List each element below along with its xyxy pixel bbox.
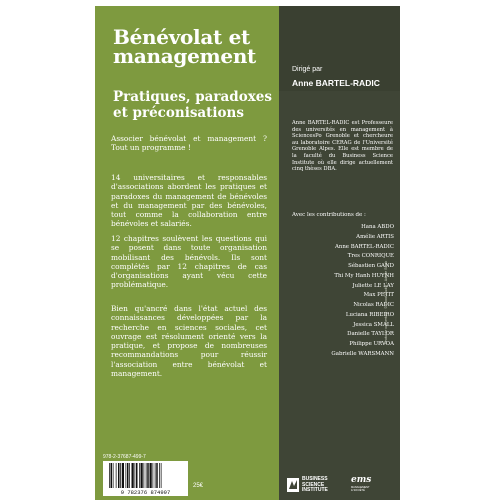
- barcode-bar: [155, 463, 156, 488]
- barcode-bar: [129, 463, 130, 488]
- barcode-bar: [127, 463, 129, 488]
- bsi-logo-text: [302, 477, 328, 494]
- barcode-bar: [132, 463, 134, 488]
- barcode-digits: 9 782376 874997: [120, 489, 171, 496]
- contributor: Tres CONRIQUE: [347, 253, 394, 260]
- barcode-bar: [153, 463, 154, 488]
- contributors-intro: Avec les contributions de :: [292, 212, 366, 218]
- editor-bio: Anne BARTEL-RADIC est Professeure des universités en management à SciencesPo Grenoble et chercheure au laboratoire CERAG de l'Université Grenoble Alpes. Elle est membre de la faculté du Business Science Institute où elle dirige actuellement cinq thèses DBA.: [292, 120, 393, 173]
- contributor: Jessica SMALL: [353, 321, 394, 328]
- summary-panel: [95, 6, 279, 500]
- barcode-bar: [109, 463, 110, 488]
- summary-paragraph-3: 12 chapitres soulèvent les questions qui se posent dans toute organisation mobilisant des bénévols. Ils sont complétés par 12 chapitres de cas d'organisations ayant vécu cette problématique.: [111, 234, 267, 290]
- barcode-bar: [139, 463, 140, 488]
- author-panel: [279, 6, 400, 500]
- barcode-bar: [159, 463, 160, 488]
- summary-paragraph-2: 14 universitaires et responsables d'associations abordent les pratiques et paradoxes du management de bénévoles et du management par des bénévoles, tout comme la collaboration entre bénévoles et salariés.: [111, 173, 267, 229]
- bsi-line-2: SCIENCE: [302, 481, 325, 488]
- bsi-line-1: BUSINESS: [302, 476, 328, 482]
- barcode-bar: [146, 463, 147, 488]
- price: 25€: [193, 483, 204, 489]
- barcode-bar: [144, 463, 145, 488]
- ems-sub-line-2: & SOCIÉTÉ: [351, 489, 365, 492]
- contributor: Luciana RIBEIRO: [345, 311, 394, 318]
- summary-paragraph-4: Bien qu'ancré dans l'état actuel des connaissances développées par la recherche en sciences sociales, cet ouvrage est résolument orienté vers la pratique, et propose de nombreuses recommandations pour réussir l'association entre bénévolat et management.: [111, 304, 267, 379]
- barcode-bar: [120, 463, 121, 488]
- contributor: Anne BARTEL-RADIC: [334, 243, 394, 250]
- barcode-bar: [113, 463, 114, 488]
- barcode-bar: [150, 463, 152, 488]
- editor-name: Anne BARTEL-RADIC: [292, 78, 380, 88]
- contributor: Amélie ARTIS: [356, 233, 394, 240]
- ems-sub-line-1: MANAGEMENT: [351, 486, 370, 489]
- contributor: Hana ABDO: [361, 224, 394, 230]
- barcode-bar: [135, 463, 136, 488]
- contributor: Philippe URVOA: [349, 341, 394, 347]
- barcode: [103, 461, 188, 496]
- business-science-institute-logo: [287, 475, 342, 497]
- bsi-line-3: INSTITUTE: [302, 487, 328, 494]
- ems-logo: [351, 475, 391, 495]
- contributor: Sébastien GAND: [348, 263, 394, 269]
- barcode-bar: [118, 463, 120, 488]
- directed-by-label: Dirigé par: [292, 66, 323, 73]
- book-subtitle: Pratiques, paradoxes et préconisations: [113, 89, 272, 121]
- barcode-bar: [116, 463, 117, 488]
- ems-logo-text: ems: [351, 475, 372, 485]
- contributor: Juliette LE LAY: [352, 282, 394, 289]
- barcode-bar: [141, 463, 143, 488]
- photo-credit: Photo de couverture : © Good Studio – Adobe Stock: [384, 260, 388, 344]
- contributor: Danielle TAYLOR: [347, 331, 394, 338]
- barcode-bar: [136, 463, 138, 488]
- contributor: Nicolas RADIC: [353, 302, 394, 308]
- barcode-bar: [122, 463, 124, 488]
- barcode-bar: [161, 463, 162, 488]
- barcode-bar: [126, 463, 127, 488]
- contributor: Gabrielle WARSMANN: [331, 350, 394, 357]
- barcode-bar: [147, 463, 149, 488]
- barcode-bar: [111, 463, 113, 488]
- contributor: Max PETIT: [363, 292, 394, 299]
- barcode-image: [103, 461, 188, 496]
- summary-paragraph-1: Associer bénévolat et management ? Tout un programme !: [111, 134, 267, 153]
- barcode-bar: [156, 463, 158, 488]
- bsi-logo-icon: [287, 478, 299, 492]
- contributor: Thi My Hanh HUYNH: [334, 272, 394, 279]
- book-title: Bénévolat et management: [113, 25, 256, 68]
- isbn-text: 978-2-37687-499-7: [103, 454, 146, 460]
- ems-logo-subtext: [351, 486, 370, 492]
